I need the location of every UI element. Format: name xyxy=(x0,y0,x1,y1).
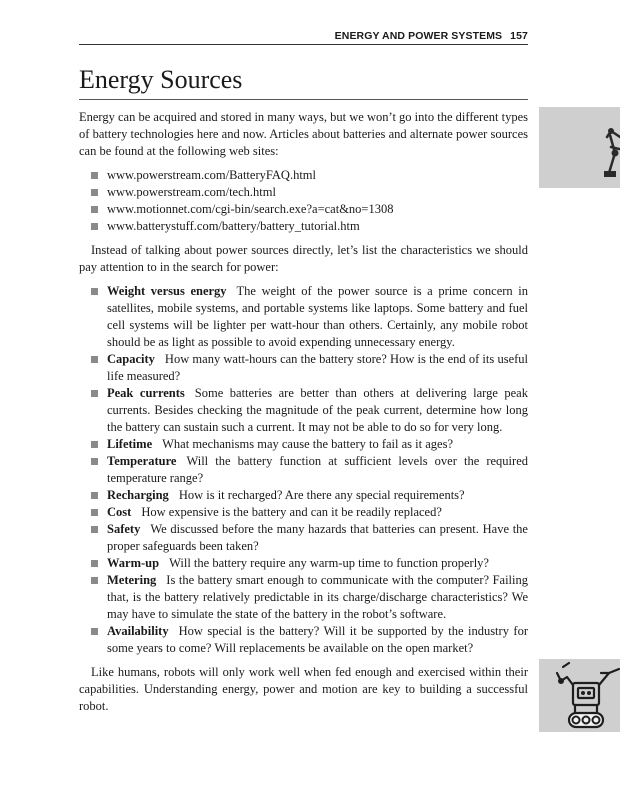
link-list xyxy=(79,167,528,235)
lead-in-paragraph: Instead of talking about power sources directly, let’s list the characteristics we should pay attention to in the search for power: xyxy=(79,243,528,274)
intro-paragraph: Energy can be acquired and stored in many ways, but we won’t go into the different types of battery technologies here and now. Articles about batteries and alternate power sources can be found at the following web sites: xyxy=(79,110,528,158)
square-bullet-icon xyxy=(91,441,98,448)
list-item xyxy=(79,504,528,521)
list-item xyxy=(79,623,528,657)
characteristics-list xyxy=(79,283,528,657)
chapter-thumb-tab xyxy=(539,659,620,732)
link-text: www.motionnet.com/cgi-bin/search.exe?a=cat&no=1308 xyxy=(107,202,394,216)
list-item xyxy=(79,572,528,623)
term-label: Safety xyxy=(107,522,141,536)
square-bullet-icon xyxy=(91,628,98,635)
running-title: ENERGY AND POWER SYSTEMS xyxy=(334,30,503,42)
term-label: Peak currents xyxy=(107,386,185,400)
term-label: Metering xyxy=(107,573,157,587)
page-number: 157 xyxy=(510,30,528,42)
robot-mascot-icon xyxy=(539,659,620,732)
term-description: Will the battery function at sufficient levels over the required temperature range? xyxy=(107,454,528,485)
section-title: Energy Sources xyxy=(79,65,243,94)
list-item xyxy=(79,283,528,351)
list-item xyxy=(79,218,528,235)
list-item xyxy=(79,453,528,487)
link-text: www.powerstream.com/BatteryFAQ.html xyxy=(107,168,316,182)
square-bullet-icon xyxy=(91,172,98,179)
term-description: We discussed before the many hazards that batteries can present. Have the proper safeguards been taken? xyxy=(107,522,528,553)
term-label: Lifetime xyxy=(107,437,153,451)
list-item xyxy=(79,167,528,184)
square-bullet-icon xyxy=(91,288,98,295)
square-bullet-icon xyxy=(91,356,98,363)
title-divider xyxy=(79,99,528,100)
term-description: The weight of the power source is a prime concern in satellites, mobile systems, and portable systems like laptops. Some battery and fuel cell systems will be lighter per watt-hour than others. Certainly, any mobile robot should be as light as possible to avoid expending unnecessary energy. xyxy=(107,284,528,349)
term-description: Some batteries are better than others at delivering large peak currents. Besides checking the magnitude of the peak current, determine how long the battery can sustain such a current. It may not be able to do so for very long. xyxy=(107,386,528,434)
list-item xyxy=(79,555,528,572)
list-item xyxy=(79,351,528,385)
square-bullet-icon xyxy=(91,560,98,567)
chapter-thumb-tab xyxy=(539,107,620,188)
term-label: Warm-up xyxy=(107,556,160,570)
link-text: www.batterystuff.com/battery/battery_tutorial.htm xyxy=(107,219,360,233)
running-header xyxy=(79,30,528,45)
term-description: How special is the battery? Will it be supported by the industry for some years to come? Will replacements be available on the open market? xyxy=(107,624,528,655)
square-bullet-icon xyxy=(91,492,98,499)
square-bullet-icon xyxy=(91,390,98,397)
term-label: Recharging xyxy=(107,488,169,502)
square-bullet-icon xyxy=(91,577,98,584)
square-bullet-icon xyxy=(91,189,98,196)
square-bullet-icon xyxy=(91,526,98,533)
robot-arm-icon xyxy=(539,107,620,188)
term-label: Cost xyxy=(107,505,132,519)
square-bullet-icon xyxy=(91,458,98,465)
closing-paragraph: Like humans, robots will only work well when fed enough and exercised within their capabilities. Understanding energy, power and motion are key to building a successful robot. xyxy=(79,665,528,713)
list-item xyxy=(79,487,528,504)
body-text xyxy=(79,109,528,715)
list-item xyxy=(79,184,528,201)
term-description: Is the battery smart enough to communicate with the computer? Failing that, is the battery relatively predictable in its charge/discharge characteristics? We may have to simulate the state of the battery in the robot’s software. xyxy=(107,573,528,621)
square-bullet-icon xyxy=(91,206,98,213)
term-description: How many watt-hours can the battery store? How is the end of its useful life measured? xyxy=(107,352,528,383)
term-label: Weight versus energy xyxy=(107,284,227,298)
square-bullet-icon xyxy=(91,509,98,516)
list-item xyxy=(79,201,528,218)
list-item xyxy=(79,385,528,436)
link-text: www.powerstream.com/tech.html xyxy=(107,185,276,199)
list-item xyxy=(79,436,528,453)
term-description: What mechanisms may cause the battery to fail as it ages? xyxy=(162,437,453,451)
term-description: How is it recharged? Are there any special requirements? xyxy=(178,488,465,502)
term-label: Capacity xyxy=(107,352,155,366)
square-bullet-icon xyxy=(91,223,98,230)
term-description: Will the battery require any warm-up time to function properly? xyxy=(169,556,489,570)
term-label: Availability xyxy=(107,624,169,638)
term-description: How expensive is the battery and can it be readily replaced? xyxy=(141,505,442,519)
list-item xyxy=(79,521,528,555)
term-label: Temperature xyxy=(107,454,177,468)
